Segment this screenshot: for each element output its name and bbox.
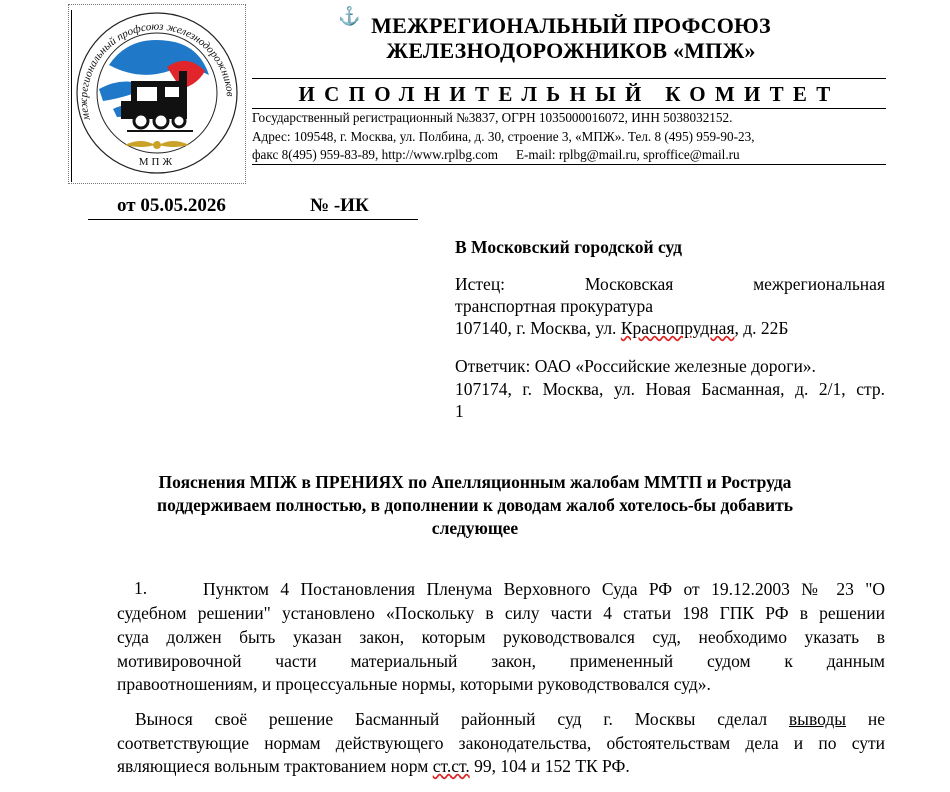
plaintiff-line1 bbox=[455, 274, 885, 295]
address-line: Адрес: 109548, г. Москва, ул. Полбина, д. 30, строение 3, «МПЖ». Тел. 8 (495) 959-90-23, bbox=[252, 129, 755, 144]
paragraph2-line3: являющиеся вольным трактованием норм ст.ст. 99, 104 и 152 ТК РФ. bbox=[117, 756, 630, 776]
addressee-court: В Московский городской суд bbox=[455, 237, 683, 257]
underlined-word-vyvody: выводы bbox=[788, 709, 846, 729]
document-date: от 05.05.2026 bbox=[117, 195, 226, 216]
document-number: № -ИК bbox=[310, 195, 369, 216]
paragraph1-line2: судебном решении" установлено «Поскольку в силу части 4 статьи 198 ГПК РФ в решении bbox=[117, 603, 885, 623]
plaintiff-word1: Московская bbox=[584, 274, 674, 294]
contacts-line bbox=[252, 146, 740, 164]
logo-divider bbox=[71, 10, 72, 182]
org-title-line2: ЖЕЛЕЗНОДОРОЖНИКОВ «МПЖ» bbox=[386, 38, 756, 63]
paragraph1-line5: правоотношениям, и процессуальные нормы, которыми руководствовался суд». bbox=[117, 674, 711, 694]
anchor-icon: ⚓ bbox=[338, 6, 361, 26]
paragraph2-line1: Вынося своё решение Басманный районный суд г. Москвы сделал выводы не bbox=[135, 709, 885, 729]
logo-bottom-text: МПЖ bbox=[138, 156, 176, 168]
email-link[interactable]: E-mail: rplbg@mail.ru, sproffice@mail.ru bbox=[515, 147, 740, 162]
defendant-line1: Ответчик: ОАО «Российские железные дороги». bbox=[455, 356, 816, 376]
logo-emblem bbox=[69, 5, 245, 183]
registration-line: Государственный регистрационный №3837, ОГРН 1035000016072, ИНН 5038032152. bbox=[252, 110, 733, 125]
header-rule-top bbox=[252, 78, 886, 79]
paragraph1-line3: суда должен быть указан закон, которым руководствовался суд, необходимо указать в bbox=[117, 627, 885, 647]
fax-text: факс 8(495) 959-83-89, bbox=[252, 147, 379, 162]
paragraph1-line1: Пунктом 4 Постановления Пленума Верховного Суда РФ от 19.12.2003 № 23 "О bbox=[203, 579, 885, 599]
plaintiff-label: Истец: bbox=[455, 274, 506, 294]
defendant-address: 107174, г. Москва, ул. Новая Басманная, д. 2/1, стр. bbox=[455, 379, 885, 399]
heading-line2: поддерживаем полностью, в дополнении к доводам жалоб хотелось-бы добавить bbox=[157, 495, 793, 515]
heading-line1: Пояснения МПЖ в ПРЕНИЯХ по Апелляционным жалобам ММТП и Роструда bbox=[158, 472, 792, 492]
paragraph1-line4: мотивировочной части материальный закон, примененный судом к данным bbox=[117, 651, 885, 671]
committee-title: ИСПОЛНИТЕЛЬНЫЙ КОМИТЕТ bbox=[298, 82, 840, 106]
plaintiff-line2: транспортная прокуратура bbox=[455, 296, 653, 316]
plaintiff-street: Краснопрудная bbox=[620, 318, 735, 338]
paragraph2-line2: соответствующие нормам действующего законодательства, обстоятельствам дела и по сути bbox=[117, 733, 885, 753]
underlined-stst: ст.ст. bbox=[432, 756, 470, 776]
union-logo bbox=[68, 4, 246, 184]
plaintiff-word2: межрегиональная bbox=[753, 274, 885, 294]
org-title-line1: МЕЖРЕГИОНАЛЬНЫЙ ПРОФСОЮЗ bbox=[371, 13, 771, 38]
heading-line3: следующее bbox=[431, 518, 519, 538]
logo-arc-text: межрегиональный профсоюз железнодорожников bbox=[77, 20, 236, 122]
website-link[interactable]: http://www.rplbg.com bbox=[381, 147, 498, 162]
header-rule-bottom bbox=[252, 164, 886, 165]
defendant-line3: 1 bbox=[455, 401, 464, 421]
plaintiff-address: 107140, г. Москва, ул. Краснопрудная, д. 22Б bbox=[455, 318, 789, 338]
paragraph1-number: 1. bbox=[134, 578, 148, 598]
